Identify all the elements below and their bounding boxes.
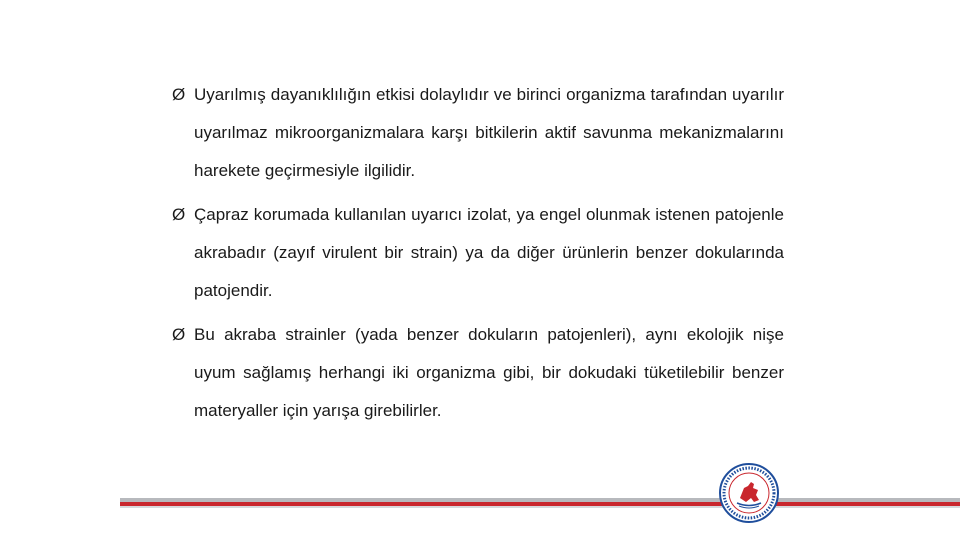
bullet-item [172,316,784,430]
footer-bar [120,498,960,510]
arrow-bullet-icon: Ø [172,205,186,224]
bullet-item [172,76,784,190]
bullet-text: Uyarılmış dayanıklılığın etkisi dolaylıdır ve birinci organizma tarafından uyarılır uyarılmaz mikroorganizmalara karşı bitkilerin aktif savunma mekanizmalarını harekete geçirmesiyle ilgilidir. [194,85,784,180]
university-seal-icon [718,462,780,524]
bullet-text: Bu akraba strainler (yada benzer dokuların patojenleri), aynı ekolojik nişe uyum sağlamış herhangi iki organizma gibi, bir dokudaki tüketilebilir benzer materyaller için yarışa girebilirler. [194,325,784,420]
arrow-bullet-icon: Ø [172,85,186,104]
university-seal-graphic [718,462,780,524]
footer-stripe-light [120,506,960,508]
bullet-list [172,76,784,436]
bullet-text: Çapraz korumada kullanılan uyarıcı izolat, ya engel olunmak istenen patojenle akrabadır (zayıf virulent bir strain) ya da diğer ürünlerin benzer dokularında patojendir. [194,205,784,300]
bullet-item [172,196,784,310]
arrow-bullet-icon: Ø [172,325,186,344]
